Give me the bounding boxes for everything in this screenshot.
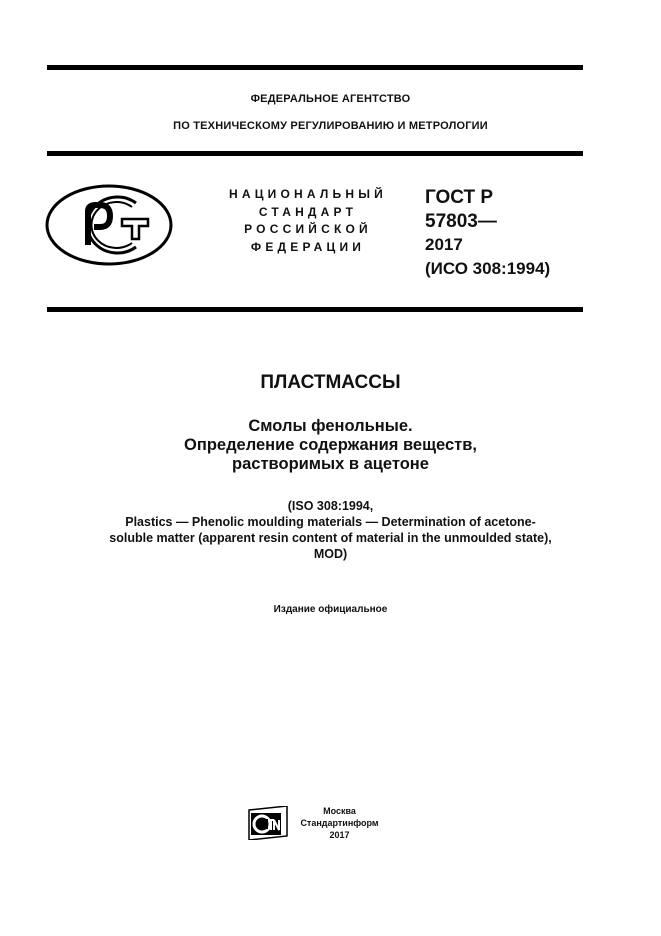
designation-line-1: ГОСТ Р [425,187,494,208]
agency-line-2: ПО ТЕХНИЧЕСКОМУ РЕГУЛИРОВАНИЮ И МЕТРОЛОГИИ [173,120,488,132]
document-subtitle [0,417,661,474]
standard-type-line-3: РОССИЙСКОЙ [244,222,372,236]
standard-type [188,186,428,256]
document-title: ПЛАСТМАССЫ [260,372,401,393]
header-bottom-rule [47,151,583,156]
standard-type-line-2: СТАНДАРТ [258,204,358,219]
designation-line-2: 57803— [425,210,497,232]
iso-line-3: soluble matter (apparent resin content of material in the unmoulded state), [109,531,552,545]
standard-type-line-1: НАЦИОНАЛЬНЫЙ [228,187,388,201]
edition-label: Издание официальное [273,604,388,615]
designation-bottom-rule [47,307,583,312]
iso-line-2: Plastics — Phenolic moulding materials — Determination of acetone- [125,515,536,529]
designation-line-3: 2017 [425,235,463,254]
iso-reference [0,498,661,562]
publisher-info [292,805,387,841]
standard-type-line-4: ФЕДЕРАЦИИ [250,239,366,254]
top-rule [47,65,583,70]
subtitle-line-1: Смолы фенольные. [248,417,413,435]
subtitle-line-3: растворимых в ацетоне [232,455,429,473]
designation-line-4: (ИСО 308:1994) [425,258,551,278]
standartinform-logo-icon [247,806,289,840]
publisher-city: Москва [323,806,356,816]
publisher-name: Стандартинформ [300,818,379,828]
rst-logo-icon [44,183,174,267]
standard-designation [425,186,550,280]
subtitle-line-2: Определение содержания веществ, [184,436,477,454]
iso-line-4: MOD) [313,547,348,561]
agency-line-1: ФЕДЕРАЛЬНОЕ АГЕНТСТВО [250,93,411,105]
publisher-year: 2017 [329,830,350,840]
iso-line-1: (ISO 308:1994, [287,499,374,513]
